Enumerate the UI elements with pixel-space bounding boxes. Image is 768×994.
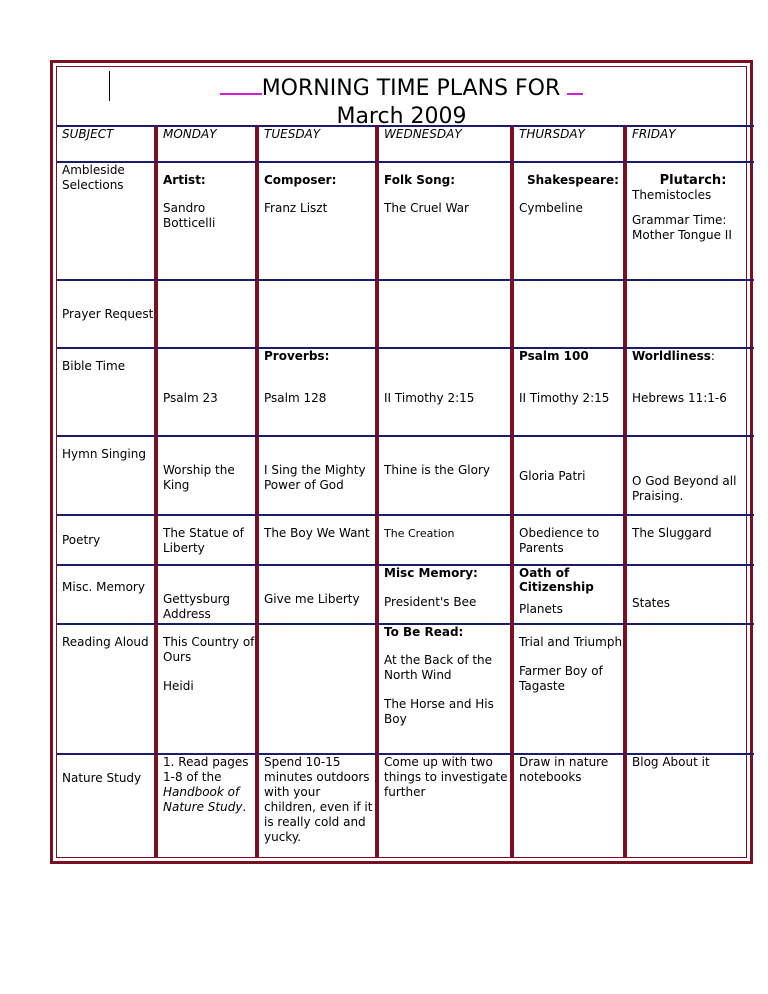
table-cell xyxy=(627,279,754,347)
cell-text: The Creation xyxy=(384,527,455,540)
cell-text: Franz Liszt xyxy=(264,201,328,215)
page-title xyxy=(57,71,746,131)
title-line1: MORNING TIME PLANS FOR xyxy=(261,76,561,101)
subject-cell: Prayer Request xyxy=(57,279,158,347)
cell-label: Worldliness xyxy=(632,349,711,363)
table-cell xyxy=(158,435,259,514)
page-inner-border xyxy=(56,66,747,858)
cell-text: O God Beyond all Praising. xyxy=(632,474,737,503)
title-blank-right xyxy=(567,71,583,95)
cell-label: Psalm 100 xyxy=(519,349,589,363)
cell-text: Psalm 128 xyxy=(264,391,327,405)
header-row xyxy=(57,125,754,161)
subject-cell: Poetry xyxy=(57,514,158,564)
table-row xyxy=(57,623,754,753)
cell-text: I Sing the Mighty Power of God xyxy=(264,463,366,492)
cell-label: To Be Read: xyxy=(384,625,464,639)
cell-text: Give me Liberty xyxy=(264,592,360,606)
cell-text: Spend 10-15 minutes outdoors with your children, even if it is really cold and yucky. xyxy=(264,755,373,844)
cell-text: Hebrews 11:1-6 xyxy=(632,391,727,405)
table-row xyxy=(57,753,754,857)
subject-cell: Misc. Memory xyxy=(57,564,158,623)
table-row xyxy=(57,279,754,347)
table-cell xyxy=(158,623,259,753)
cell-text: Blog About it xyxy=(632,755,710,769)
cell-text: The Boy We Want xyxy=(264,526,370,540)
table-row xyxy=(57,435,754,514)
plan-table xyxy=(57,125,754,857)
cell-label: Composer: xyxy=(264,173,337,187)
cell-text: Gloria Patri xyxy=(519,469,586,483)
table-cell xyxy=(158,753,259,857)
table-cell xyxy=(514,753,627,857)
subject-cell: Reading Aloud xyxy=(57,623,158,753)
table-cell xyxy=(514,279,627,347)
cell-label: Shakespeare: xyxy=(527,173,619,187)
cell-text: States xyxy=(632,596,671,610)
table-cell xyxy=(514,161,627,279)
table-cell xyxy=(514,623,627,753)
subject-cell: Hymn Singing xyxy=(57,435,158,514)
table-cell xyxy=(514,347,627,435)
cell-text: The Horse and His Boy xyxy=(384,697,494,726)
cell-text: Grammar Time: Mother Tongue II xyxy=(632,213,732,242)
table-row xyxy=(57,161,754,279)
cell-label: Plutarch: xyxy=(659,173,727,188)
cell-text: Themistocles xyxy=(632,188,712,202)
cell-text: . xyxy=(242,800,247,814)
table-cell xyxy=(379,564,514,623)
cell-text: Cymbeline xyxy=(519,201,583,215)
table-cell xyxy=(259,753,379,857)
cell-text: Trial and Triumph xyxy=(519,635,623,649)
cell-text: Farmer Boy of Tagaste xyxy=(519,664,603,693)
table-row xyxy=(57,564,754,623)
table-cell xyxy=(627,564,754,623)
cell-text: II Timothy 2:15 xyxy=(519,391,610,405)
header-subject: SUBJECT xyxy=(57,125,158,161)
subject-cell: Bible Time xyxy=(57,347,158,435)
table-cell xyxy=(259,623,379,753)
cell-label: Misc Memory: xyxy=(384,566,478,580)
cell-text: The Cruel War xyxy=(384,201,469,215)
table-cell xyxy=(627,514,754,564)
table-cell xyxy=(259,564,379,623)
table-cell xyxy=(514,514,627,564)
cell-text: Sandro Botticelli xyxy=(163,201,216,230)
table-cell xyxy=(627,347,754,435)
table-cell xyxy=(379,514,514,564)
table-cell xyxy=(259,161,379,279)
cell-text: Psalm 23 xyxy=(163,391,218,405)
table-cell xyxy=(514,564,627,623)
header-friday: FRIDAY xyxy=(627,125,754,161)
cell-label: Oath of Citizenship xyxy=(519,566,594,594)
subject-cell: Ambleside Selections xyxy=(57,161,158,279)
title-blank-left xyxy=(220,71,262,95)
cell-text: At the Back of the North Wind xyxy=(384,653,493,682)
table-row xyxy=(57,514,754,564)
cell-label: Folk Song: xyxy=(384,173,456,187)
table-cell xyxy=(158,514,259,564)
cell-text-italic: Handbook of Nature Study xyxy=(163,785,243,814)
header-thursday: THURSDAY xyxy=(514,125,627,161)
table-cell xyxy=(379,279,514,347)
cell-text: Gettysburg Address xyxy=(163,592,231,621)
subject-cell: Nature Study xyxy=(57,753,158,857)
table-cell xyxy=(158,347,259,435)
cell-text: II Timothy 2:15 xyxy=(384,391,475,405)
header-monday: MONDAY xyxy=(158,125,259,161)
table-cell xyxy=(627,161,754,279)
table-cell xyxy=(627,623,754,753)
table-cell xyxy=(627,753,754,857)
cell-text: The Sluggard xyxy=(632,526,712,540)
header-tuesday: TUESDAY xyxy=(259,125,379,161)
table-cell xyxy=(627,435,754,514)
table-cell xyxy=(259,514,379,564)
page-frame xyxy=(50,60,753,864)
table-cell xyxy=(158,279,259,347)
cell-text: President's Bee xyxy=(384,595,477,609)
table-cell xyxy=(259,279,379,347)
table-cell xyxy=(379,623,514,753)
table-cell xyxy=(379,435,514,514)
cell-text: Obedience to Parents xyxy=(519,526,600,555)
cell-text: Planets xyxy=(519,602,563,616)
table-cell xyxy=(379,347,514,435)
cell-text: Draw in nature notebooks xyxy=(519,755,609,784)
cell-text: 1. Read pages 1-8 of the xyxy=(163,755,249,784)
cell-text: Heidi xyxy=(163,679,194,693)
table-cell xyxy=(158,564,259,623)
table-cell xyxy=(379,753,514,857)
table-cell xyxy=(259,347,379,435)
header-wednesday: WEDNESDAY xyxy=(379,125,514,161)
table-cell xyxy=(514,435,627,514)
table-cell xyxy=(259,435,379,514)
cell-label: Artist: xyxy=(163,173,206,187)
cell-label-suffix: : xyxy=(710,349,715,363)
cell-text: Worship the King xyxy=(163,463,235,492)
table-row xyxy=(57,347,754,435)
cell-text: This Country of Ours xyxy=(163,635,255,664)
cell-label: Proverbs: xyxy=(264,349,330,363)
table-cell xyxy=(158,161,259,279)
cell-text: The Statue of Liberty xyxy=(163,526,244,555)
cell-text: Come up with two things to investigate further xyxy=(384,755,508,799)
cell-text: Thine is the Glory xyxy=(384,463,490,477)
title-line2: March 2009 xyxy=(336,104,467,129)
table-cell xyxy=(379,161,514,279)
